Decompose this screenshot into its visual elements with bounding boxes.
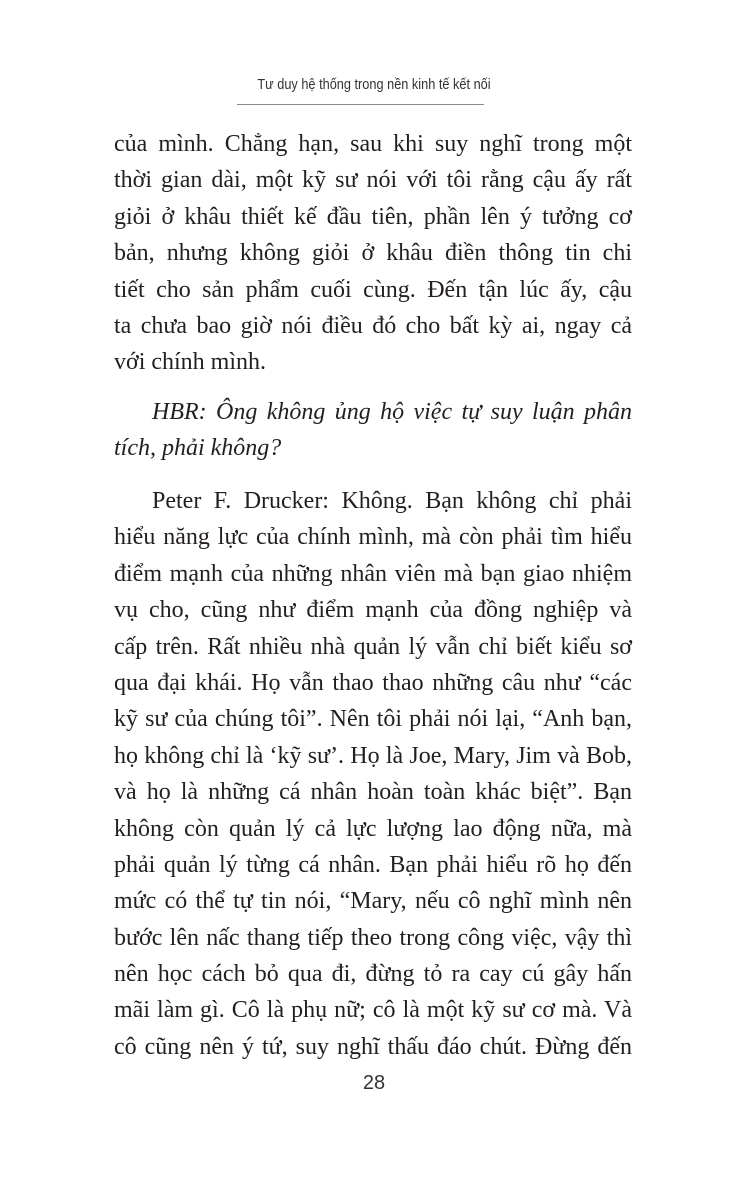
text-line: cấp trên. Rất nhiều nhà quản lý vẫn chỉ biết kiểu sơ: [114, 633, 632, 660]
text-line: phải quản lý từng cá nhân. Bạn phải hiểu rõ họ đến: [114, 851, 632, 878]
text-line: của mình. Chẳng hạn, sau khi suy nghĩ trong một: [114, 131, 632, 157]
text-line: và họ là những cá nhân hoàn toàn khác biệt”. Bạn: [114, 779, 632, 806]
interview-question: [114, 394, 632, 467]
text-line: kỹ sư của chúng tôi”. Nên tôi phải nói lại, “Anh bạn,: [114, 706, 632, 733]
text-line: mức có thể tự tin nói, “Mary, nếu cô nghĩ mình nên: [114, 888, 632, 915]
text-line: bước lên nấc thang tiếp theo trong công việc, vậy thì: [114, 924, 632, 951]
text-line: bản, nhưng không giỏi ở khâu điền thông tin chi: [114, 240, 632, 267]
running-header: Tư duy hệ thống trong nền kinh tế kết nối: [257, 76, 491, 93]
body-paragraph-1: [114, 126, 632, 381]
text-line: qua đại khái. Họ vẫn thao thao những câu như “các: [114, 669, 632, 696]
text-line: tích, phải không?: [114, 435, 282, 462]
text-line: Peter F. Drucker: Không. Bạn không chỉ phải: [152, 488, 632, 514]
text-line: cô cũng nên ý tứ, suy nghĩ thấu đáo chút. Đừng đến: [114, 1033, 632, 1060]
text-line: HBR: Ông không ủng hộ việc tự suy luận phân: [152, 399, 632, 425]
text-line: họ không chỉ là ‘kỹ sư’. Họ là Joe, Mary, Jim và Bob,: [114, 742, 632, 769]
header-rule: [237, 104, 484, 105]
text-line: giỏi ở khâu thiết kế đầu tiên, phần lên ý tưởng cơ: [114, 203, 632, 230]
page-number: 28: [362, 1072, 386, 1094]
text-line: hiểu năng lực của chính mình, mà còn phải tìm hiểu: [114, 524, 632, 551]
text-line: điểm mạnh của những nhân viên mà bạn giao nhiệm: [114, 560, 632, 587]
text-line: ta chưa bao giờ nói điều đó cho bất kỳ ai, ngay cả: [114, 312, 632, 339]
text-line: nên học cách bỏ qua đi, đừng tỏ ra cay cú gây hấn: [114, 961, 632, 988]
text-line: vụ cho, cũng như điểm mạnh của đồng nghiệp và: [114, 597, 632, 624]
text-line: với chính mình.: [114, 349, 267, 376]
text-line: thời gian dài, một kỹ sư nói với tôi rằng cậu ấy rất: [114, 167, 632, 194]
text-line: mãi làm gì. Cô là phụ nữ; cô là một kỹ sư cơ mà. Và: [114, 997, 632, 1024]
interview-answer: [114, 483, 632, 1065]
text-line: không còn quản lý cả lực lượng lao động nữa, mà: [114, 815, 632, 842]
text-line: tiết cho sản phẩm cuối cùng. Đến tận lúc ấy, cậu: [114, 276, 632, 303]
